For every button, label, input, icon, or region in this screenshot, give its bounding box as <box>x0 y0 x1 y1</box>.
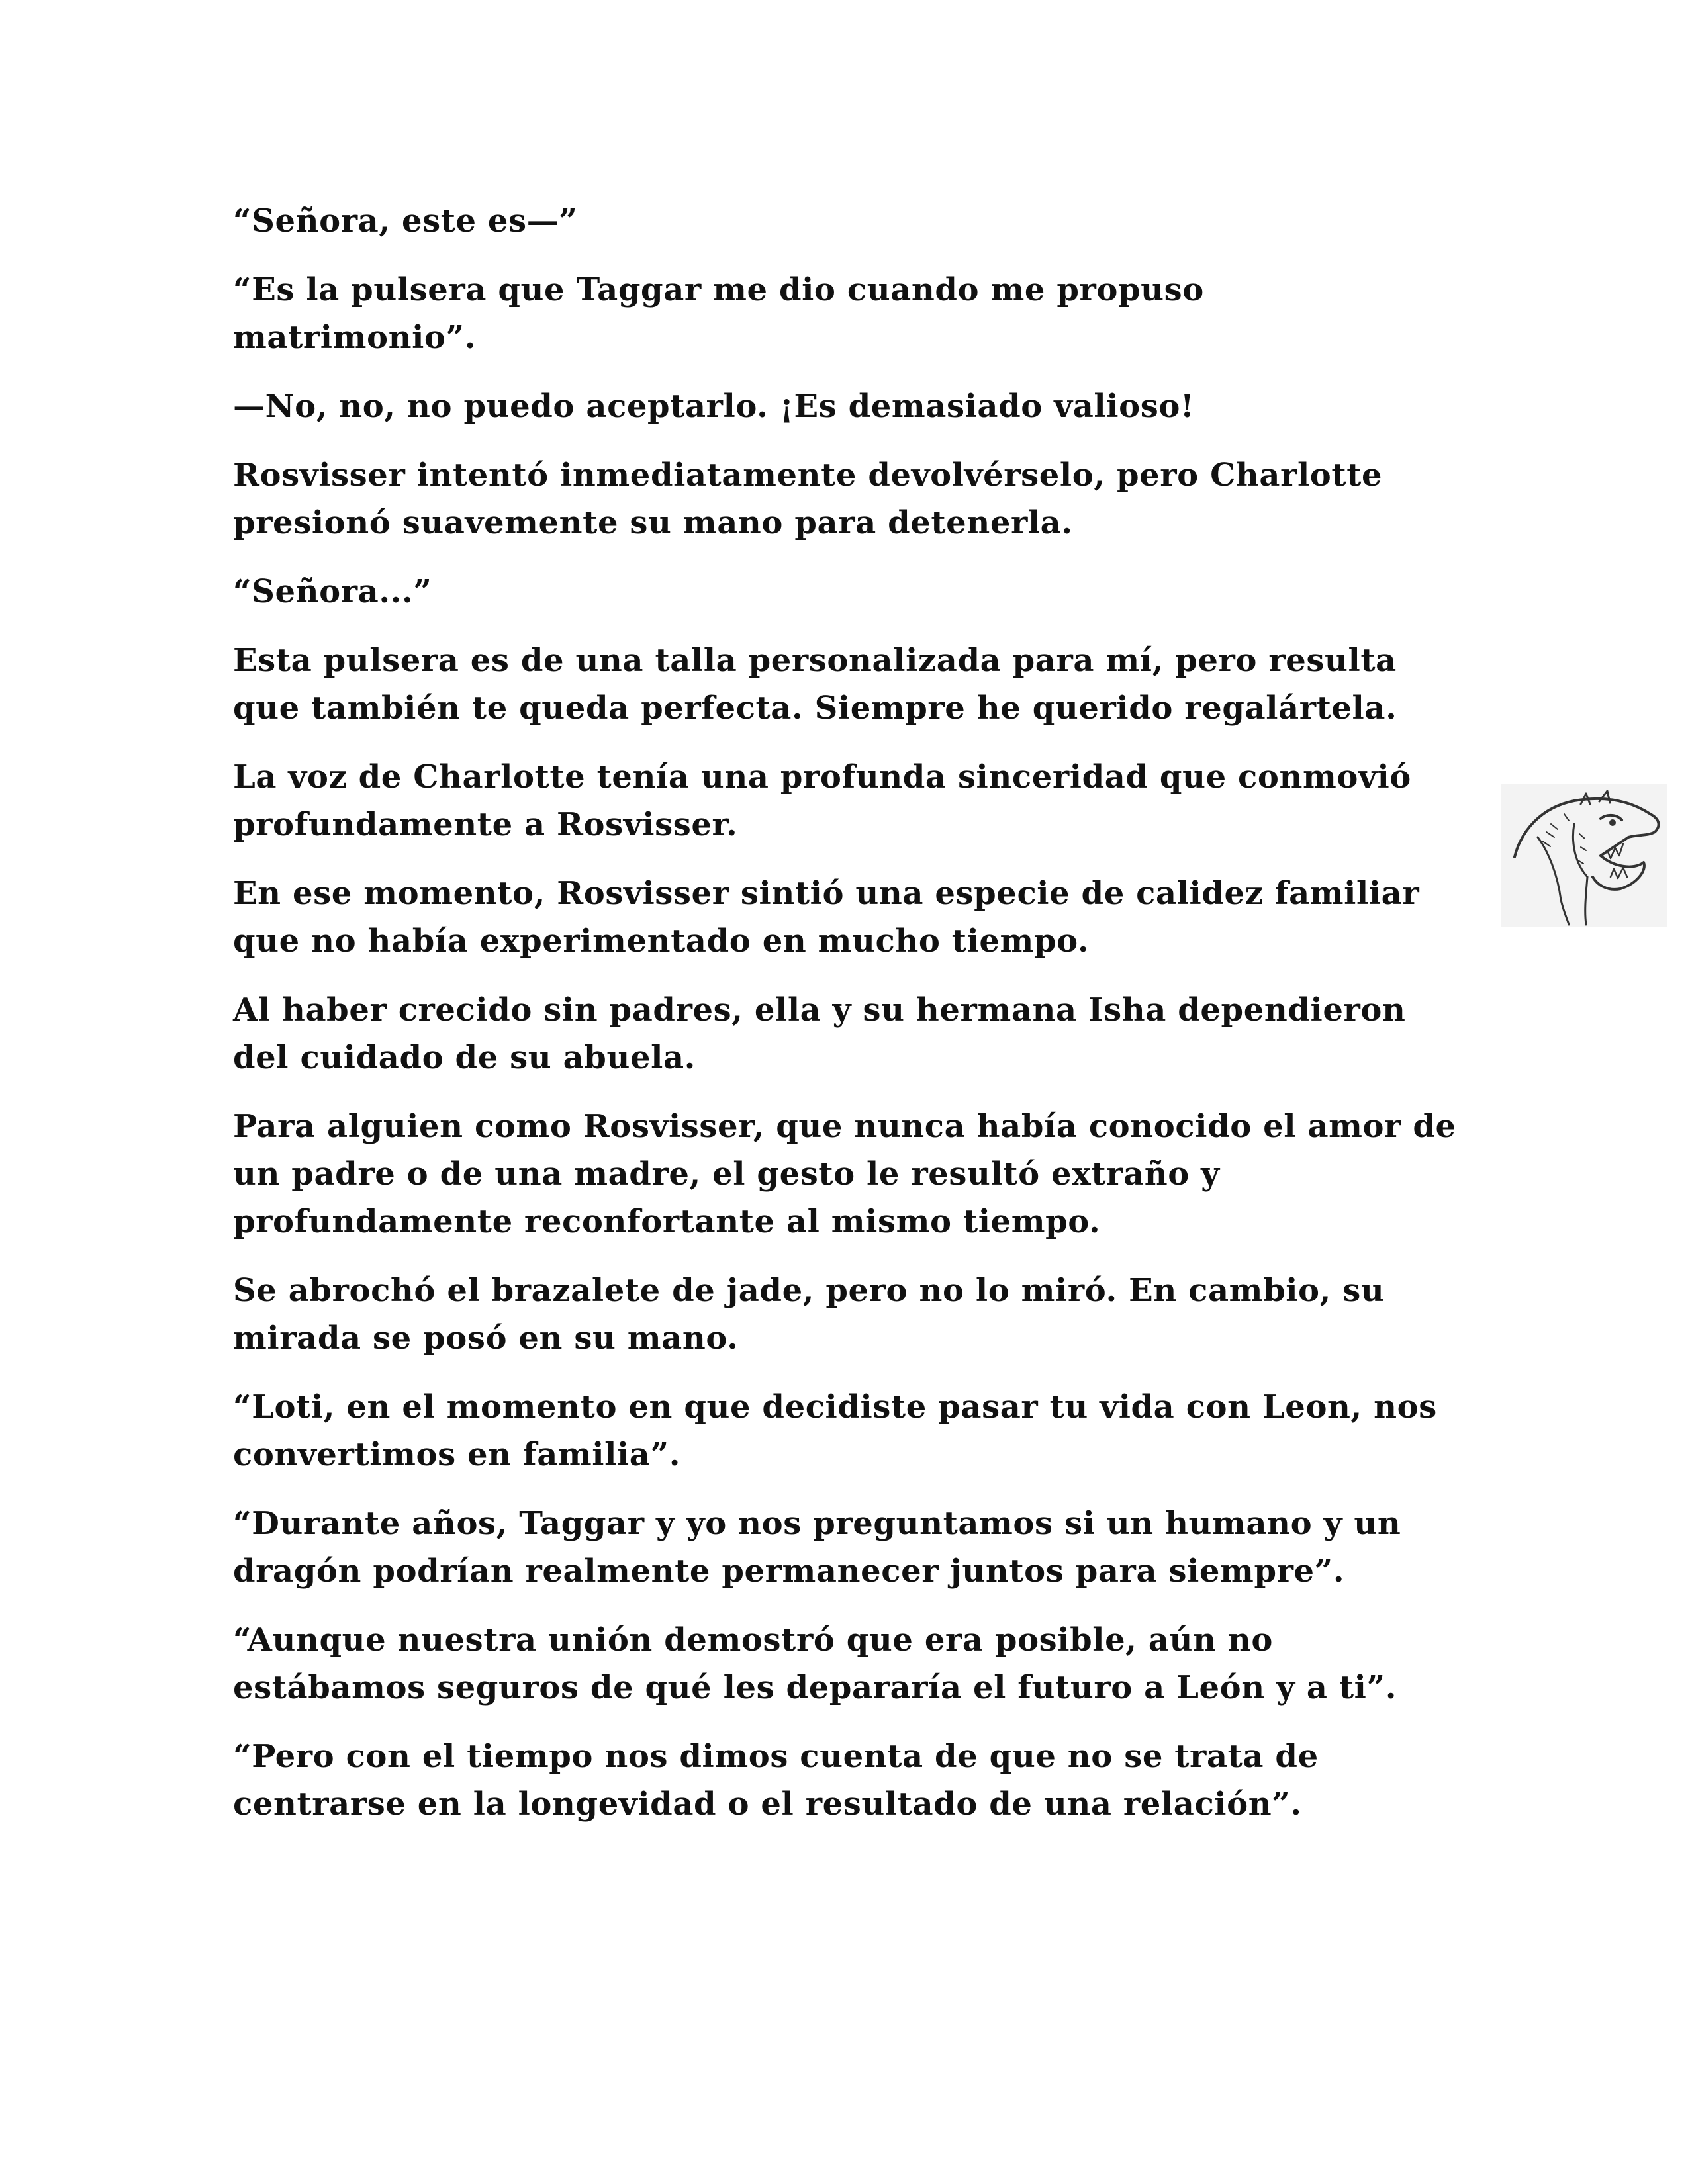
paragraph: En ese momento, Rosvisser sintió una especie de calidez familiar que no había experimentado en mucho tiempo. <box>233 875 1420 960</box>
paragraph: Se abrochó el brazalete de jade, pero no lo miró. En cambio, su mirada se posó en su mano. <box>233 1272 1385 1357</box>
paragraph: “Señora...” <box>233 573 432 610</box>
paragraph: La voz de Charlotte tenía una profunda sinceridad que conmovió profundamente a Rosvisser. <box>233 758 1411 843</box>
paragraph: Para alguien como Rosvisser, que nunca había conocido el amor de un padre o de una madre, el gesto le resultó extraño y profundamente reconfortante al mismo tiempo. <box>233 1108 1456 1240</box>
dragon-head-icon <box>1501 784 1667 927</box>
paragraph: “Señora, este es—” <box>233 203 578 240</box>
body-text <box>233 197 1458 1849</box>
paragraph: “Durante años, Taggar y yo nos preguntamos si un humano y un dragón podrían realmente permanecer juntos para siempre”. <box>233 1505 1401 1590</box>
paragraph: “Pero con el tiempo nos dimos cuenta de que no se trata de centrarse en la longevidad o el resultado de una relación”. <box>233 1738 1319 1823</box>
paragraph: Rosvisser intentó inmediatamente devolvérselo, pero Charlotte presionó suavemente su mano para detenerla. <box>233 457 1383 541</box>
paragraph: “Loti, en el momento en que decidiste pasar tu vida con Leon, nos convertimos en familia”. <box>233 1388 1437 1473</box>
paragraph: Al haber crecido sin padres, ella y su hermana Isha dependieron del cuidado de su abuela. <box>233 991 1406 1076</box>
paragraph: Esta pulsera es de una talla personalizada para mí, pero resulta que también te queda perfecta. Siempre he querido regalártela. <box>233 642 1397 727</box>
paragraph: “Es la pulsera que Taggar me dio cuando me propuso matrimonio”. <box>233 271 1204 356</box>
paragraph: “Aunque nuestra unión demostró que era posible, aún no estábamos seguros de qué les depararía el futuro a León y a ti”. <box>233 1621 1397 1706</box>
paragraph: —No, no, no puedo aceptarlo. ¡Es demasiado valioso! <box>233 388 1195 425</box>
